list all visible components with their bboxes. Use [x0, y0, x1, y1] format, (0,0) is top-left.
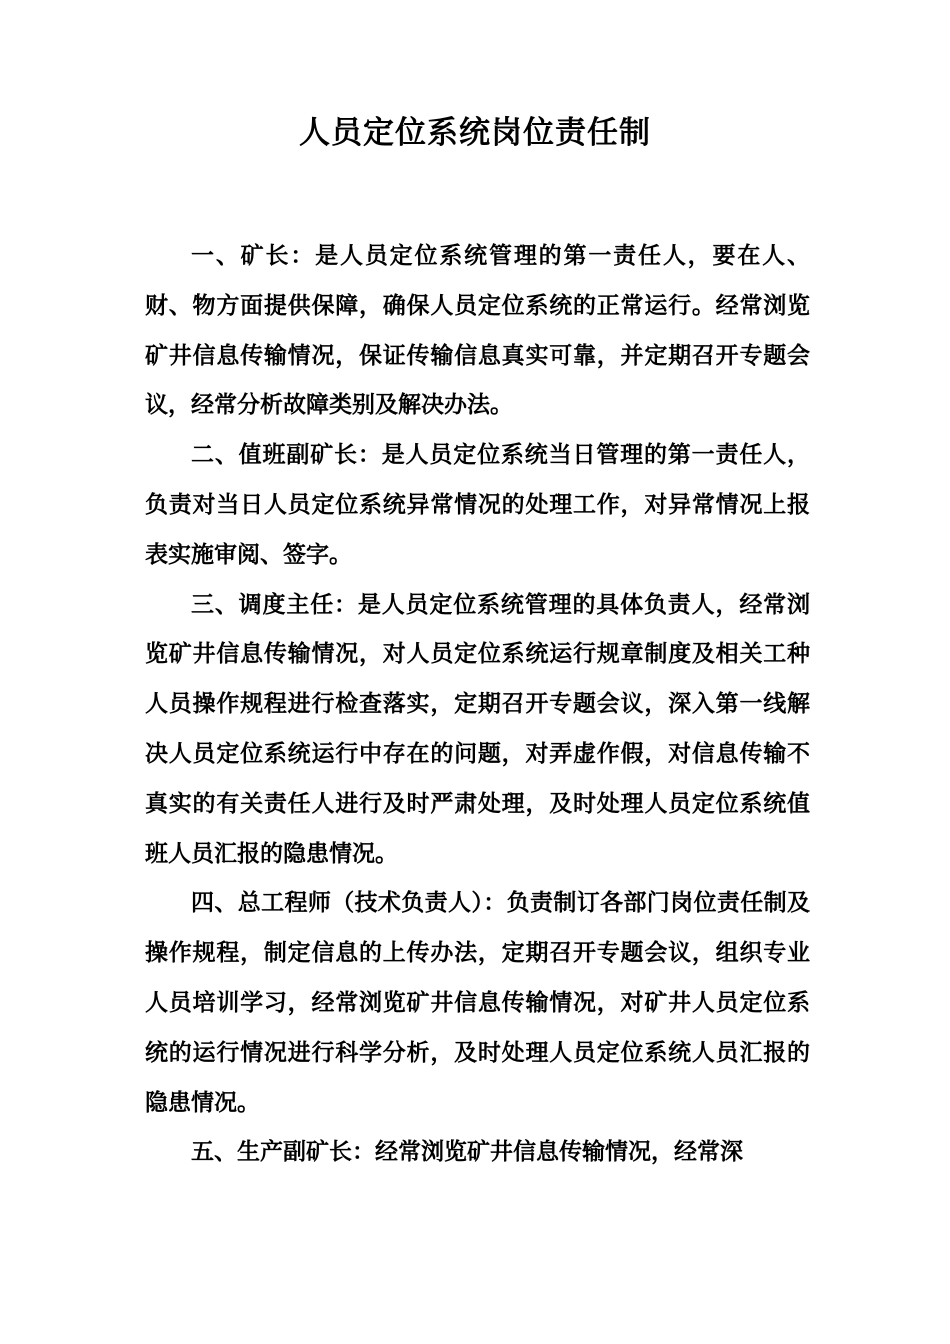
document-body — [145, 232, 810, 1178]
paragraph-chief-engineer: 四、总工程师（技术负责人）：负责制订各部门岗位责任制及操作规程，制定信息的上传办法，定期召开专题会议，组织专业人员培训学习，经常浏览矿井信息传输情况，对矿井人员定位系统的运行情况进行科学分析，及时处理人员定位系统人员汇报的隐患情况。 — [145, 890, 810, 1116]
paragraph-dispatch-director: 三、调度主任：是人员定位系统管理的具体负责人，经常浏览矿井信息传输情况，对人员定位系统运行规章制度及相关工种人员操作规程进行检查落实，定期召开专题会议，深入第一线解决人员定位系统运行中存在的问题，对弄虚作假，对信息传输不真实的有关责任人进行及时严肃处理，及时处理人员定位系统值班人员汇报的隐患情况。 — [145, 591, 810, 867]
document-title: 人员定位系统岗位责任制 — [299, 115, 651, 151]
paragraph-duty-deputy-director: 二、值班副矿长：是人员定位系统当日管理的第一责任人，负责对当日人员定位系统异常情况的处理工作，对异常情况上报表实施审阅、签字。 — [145, 442, 810, 568]
paragraph-mine-director: 一、矿长：是人员定位系统管理的第一责任人，要在人、财、物方面提供保障，确保人员定位系统的正常运行。经常浏览矿井信息传输情况，保证传输信息真实可靠，并定期召开专题会议，经常分析故障类别及解决办法。 — [145, 243, 810, 419]
paragraph-production-deputy-director: 五、生产副矿长：经常浏览矿井信息传输情况，经常深 — [191, 1139, 743, 1166]
